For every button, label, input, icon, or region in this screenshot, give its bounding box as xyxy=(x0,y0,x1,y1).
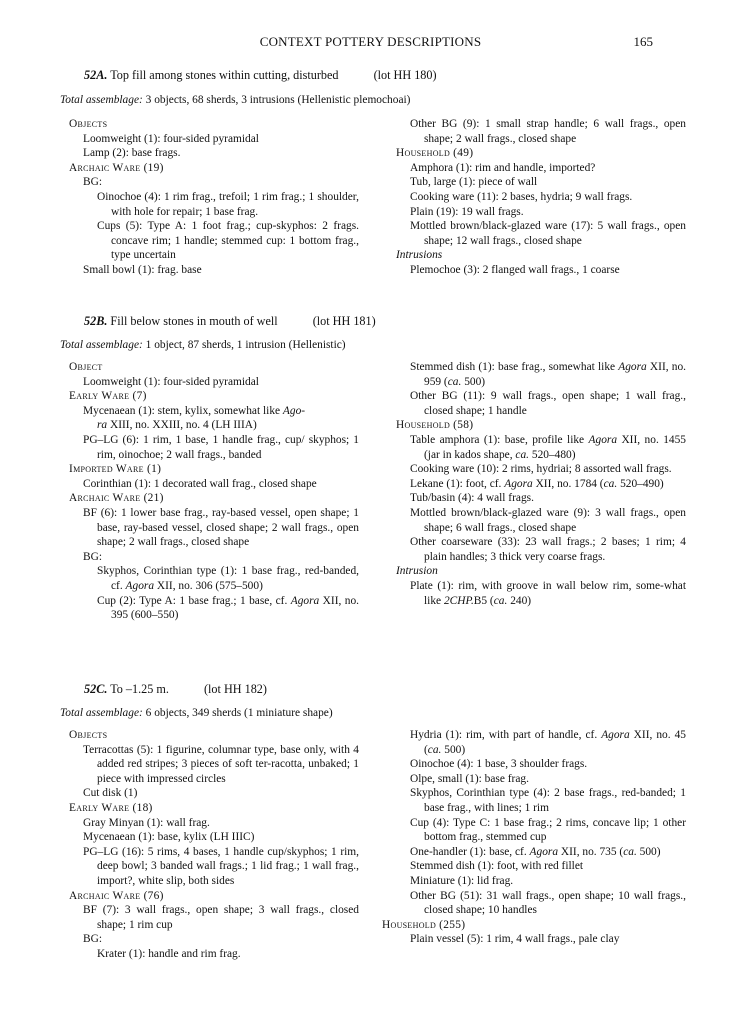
column-left-52b xyxy=(69,360,359,623)
section-heading-52c xyxy=(84,682,267,697)
category-heading: Objects xyxy=(69,729,108,741)
text-run: Table amphora (1): base, profile like xyxy=(410,433,589,446)
text-run-italic: ca. xyxy=(427,743,442,756)
text-run: One-handler (1): base, cf. xyxy=(410,845,530,858)
section-title: Top fill among stones within cutting, disturbed xyxy=(110,68,339,82)
entry-line: Oinochoe (4): 1 rim frag., trefoil; 1 rim frag.; 1 shoulder, with hole for repair; 1 base frag. xyxy=(97,190,359,218)
entry-line: Other BG (51): 31 wall frags., open shape; 10 wall frags., closed shape; 10 handles xyxy=(410,889,686,917)
category-heading: Archaic Ware (19) xyxy=(69,161,164,174)
entry-line xyxy=(69,564,359,593)
category-heading: Archaic Ware (76) xyxy=(69,889,164,902)
page-header xyxy=(0,33,741,51)
entry-line xyxy=(396,845,686,860)
text-run-italic: ca. xyxy=(447,375,462,388)
text-run: Hydria (1): rim, with part of handle, cf. xyxy=(410,729,602,741)
category-heading: Archaic Ware (21) xyxy=(69,492,164,505)
category-heading: Imported Ware (1) xyxy=(69,463,162,476)
column-left-52a xyxy=(69,117,359,278)
entry-line: Lamp (2): base frags. xyxy=(83,147,181,160)
text-run-italic: Agora xyxy=(588,433,618,446)
subcategory-heading: BG: xyxy=(83,176,102,189)
text-run-italic: ca. xyxy=(515,448,530,461)
entry-line: Cut disk (1) xyxy=(83,787,138,800)
text-run: 520–490) xyxy=(617,477,664,490)
column-right-52a xyxy=(396,117,686,278)
assemblage-text: 3 objects, 68 sherds, 3 intrusions (Hellenistic plemochoai) xyxy=(145,94,411,106)
entry-line xyxy=(69,594,359,623)
category-heading: Household (255) xyxy=(382,918,466,931)
entry-line: Loomweight (1): four-sided pyramidal xyxy=(83,132,259,145)
category-heading: Early Ware (7) xyxy=(69,390,147,403)
section-title: To –1.25 m. xyxy=(110,682,169,696)
lot-number: (lot HH 180) xyxy=(373,68,437,82)
entry-line: Plemochoe (3): 2 flanged wall frags., 1 coarse xyxy=(410,263,620,276)
total-assemblage-52a xyxy=(60,93,410,108)
section-number: 52A. xyxy=(84,68,108,82)
text-run-italic: Agora xyxy=(618,361,647,373)
text-run: XII, no. 306 (575–500) xyxy=(154,579,263,592)
entry-line: Miniature (1): lid frag. xyxy=(410,874,514,887)
text-run-italic: Agora xyxy=(601,729,630,741)
entry-line: Cup (4): Type C: 1 base frag.; 2 rims, concave lip; 1 other bottom frag., stemmed cup xyxy=(410,816,686,844)
entry-line: Plain vessel (5): 1 rim, 4 wall frags., pale clay xyxy=(410,933,620,946)
text-run: 500) xyxy=(461,375,486,388)
entry-line xyxy=(69,404,359,433)
lot-number: (lot HH 182) xyxy=(203,682,267,696)
text-run-italic: 2CHP. xyxy=(443,594,474,607)
text-run: Cup (2): Type A: 1 base frag.; 1 base, cf. xyxy=(97,594,291,607)
page-number: 165 xyxy=(633,34,653,49)
text-run-italic: ca. xyxy=(623,845,637,858)
text-run: 240) xyxy=(507,594,532,607)
assemblage-label: Total assemblage: xyxy=(60,94,143,106)
section-heading-52a xyxy=(84,68,437,83)
text-run-italic: Ago- xyxy=(282,404,306,417)
text-run-italic: Agora xyxy=(504,477,533,490)
total-assemblage-52b xyxy=(60,338,346,353)
section-heading-52b xyxy=(84,314,376,329)
entry-line: Terracottas (5): 1 figurine, columnar type, base only, with 4 added red stripes; 3 pieces of soft ter-racotta, unbaked; 1 piece with impressed circles xyxy=(83,743,359,785)
column-right-52b xyxy=(396,360,686,608)
entry-line xyxy=(396,579,686,608)
section-number: 52C. xyxy=(84,682,108,696)
entry-line: Corinthian (1): 1 decorated wall frag., closed shape xyxy=(83,477,317,490)
total-assemblage-52c xyxy=(60,706,333,721)
entry-line: Mottled brown/black-glazed ware (9): 3 wall frags., open shape; 6 wall frags., closed shape xyxy=(410,506,686,534)
assemblage-label: Total assemblage: xyxy=(60,339,143,351)
text-run-italic: Agora xyxy=(290,594,320,607)
text-run: 500) xyxy=(441,743,466,756)
entry-line: Cups (5): Type A: 1 foot frag.; cup-skyphos: 2 frags. concave rim; 1 handle; stemmed cup: 1 bottom frag., type uncertain xyxy=(97,220,359,262)
subcategory-heading: BG: xyxy=(83,550,102,563)
text-run-italic: Agora xyxy=(125,579,155,592)
entry-line: Cooking ware (11): 2 bases, hydria; 9 wall frags. xyxy=(410,190,633,203)
text-run-italic: ca. xyxy=(493,594,508,607)
entry-line: Tub/basin (4): 4 wall frags. xyxy=(410,492,534,505)
entry-line xyxy=(396,728,686,757)
entry-line: Krater (1): handle and rim frag. xyxy=(97,947,241,960)
entry-line: BF (6): 1 lower base frag., ray-based vessel, open shape; 1 base, ray-based vessel, closed shape; 2 wall frags., open shape; 2 wall frags., closed shape xyxy=(83,506,359,549)
entry-line: Stemmed dish (1): foot, with red fillet xyxy=(410,860,584,873)
entry-line xyxy=(396,360,686,389)
entry-line: Skyphos, Corinthian type (4): 2 base frags., red-banded; 1 base frag., with lines; 1 rim xyxy=(410,787,686,814)
entry-line: PG–LG (6): 1 rim, 1 base, 1 handle frag., cup/ skyphos; 1 rim, oinochoe; 2 wall frags., banded xyxy=(83,433,359,461)
category-heading: Object xyxy=(69,361,103,373)
text-run: Stemmed dish (1): base frag., somewhat like xyxy=(410,361,619,373)
text-run: B5 ( xyxy=(473,594,494,607)
assemblage-label: Total assemblage: xyxy=(60,707,143,719)
entry-line xyxy=(396,477,686,492)
entry-line: Olpe, small (1): base frag. xyxy=(410,772,529,785)
entry-line: Other BG (11): 9 wall frags., open shape; 1 wall frag., closed shape; 1 handle xyxy=(410,390,686,417)
column-left-52c xyxy=(69,728,359,962)
entry-line xyxy=(396,433,686,462)
category-heading: Intrusions xyxy=(396,249,443,262)
entry-line: Mycenaean (1): base, kylix (LH IIIC) xyxy=(83,831,255,844)
entry-line: BF (7): 3 wall frags., open shape; 3 wall frags., closed shape; 1 rim cup xyxy=(83,904,359,931)
assemblage-text: 1 object, 87 sherds, 1 intrusion (Hellenistic) xyxy=(145,339,346,351)
entry-line: Mottled brown/black-glazed ware (17): 5 wall frags., open shape; 12 wall frags., closed shape xyxy=(410,220,686,247)
lot-number: (lot HH 181) xyxy=(312,314,376,328)
entry-line: Amphora (1): rim and handle, imported? xyxy=(410,161,596,174)
text-run-italic: ra xyxy=(97,419,108,432)
category-heading: Household (49) xyxy=(396,147,474,160)
entry-line: Tub, large (1): piece of wall xyxy=(410,176,538,189)
text-run: XII, no. 1455 (jar in kados shape, xyxy=(424,433,686,461)
entry-line: Other coarseware (33): 23 wall frags.; 2 bases; 1 rim; 4 plain handles; 3 thick very coarse frags. xyxy=(410,536,686,563)
text-run: Skyphos, Corinthian type (1): 1 base frag., red-banded, cf. xyxy=(97,565,359,592)
text-run-italic: ca. xyxy=(603,477,618,490)
category-heading: Intrusion xyxy=(396,565,438,578)
entry-line: Plain (19): 19 wall frags. xyxy=(410,205,524,218)
category-heading: Early Ware (18) xyxy=(69,801,153,814)
text-run: XII, no. 959 ( xyxy=(424,361,687,388)
text-run: 520–480) xyxy=(529,448,576,461)
text-run: 500) xyxy=(636,845,661,858)
subcategory-heading: BG: xyxy=(83,933,102,946)
entry-line: PG–LG (16): 5 rims, 4 bases, 1 handle cup/skyphos; 1 rim, deep bowl; 3 banded wall frags.; 1 lid frag.; 1 wall frag., import?, white slip, both sides xyxy=(83,845,359,887)
text-run: XII, no. 395 (600–550) xyxy=(111,594,360,622)
text-run: XII, no. 1784 ( xyxy=(532,477,604,490)
entry-line: Loomweight (1): four-sided pyramidal xyxy=(83,375,259,388)
category-heading: Objects xyxy=(69,118,108,130)
entry-line: Oinochoe (4): 1 base, 3 shoulder frags. xyxy=(410,758,588,771)
text-run: XIII, no. XXIII, no. 4 (LH IIIA) xyxy=(107,419,257,432)
text-run: XII, no. 45 ( xyxy=(424,729,686,756)
entry-line: Other BG (9): 1 small strap handle; 6 wall frags., open shape; 2 wall frags., closed shape xyxy=(410,118,686,145)
column-right-52c xyxy=(382,728,686,947)
section-title: Fill below stones in mouth of well xyxy=(110,314,278,328)
running-head: CONTEXT POTTERY DESCRIPTIONS xyxy=(259,34,482,49)
entry-line: Gray Minyan (1): wall frag. xyxy=(83,816,210,829)
text-run: Lekane (1): foot, cf. xyxy=(410,477,505,490)
entry-line: Small bowl (1): frag. base xyxy=(83,263,202,276)
text-run: XII, no. 735 ( xyxy=(558,845,624,858)
category-heading: Household (58) xyxy=(396,419,474,432)
text-run: Plate (1): rim, with groove in wall below rim, some-what like xyxy=(410,579,686,607)
text-run-italic: Agora xyxy=(529,845,559,858)
assemblage-text: 6 objects, 349 sherds (1 miniature shape) xyxy=(145,707,333,719)
text-run: Mycenaean (1): stem, kylix, somewhat like xyxy=(83,404,283,417)
entry-line: Cooking ware (10): 2 rims, hydriai; 8 assorted wall frags. xyxy=(410,463,672,476)
section-number: 52B. xyxy=(84,314,108,328)
